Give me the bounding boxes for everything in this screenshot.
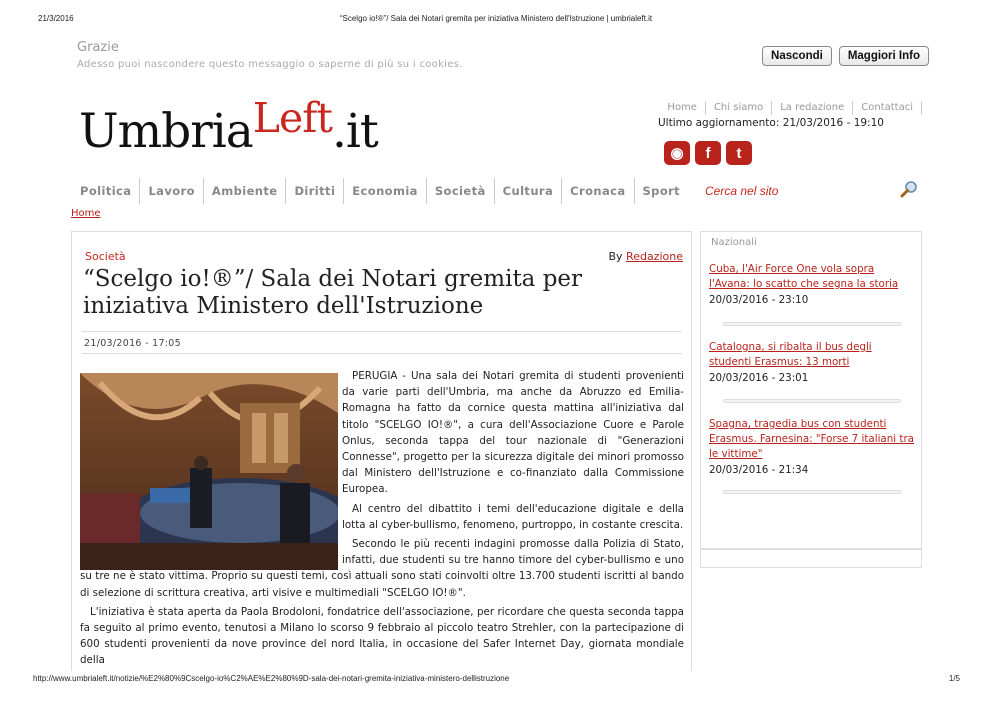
sidebar-title: Nazionali [711,237,757,248]
social-links [664,141,752,165]
article-byline [608,250,683,263]
news-time: 20/03/2016 - 23:01 [709,372,809,384]
twitter-icon[interactable]: t [726,141,752,165]
list-item [709,340,917,386]
logo-umbria: Umbria [79,104,253,159]
news-time: 20/03/2016 - 23:10 [709,294,809,306]
nav-sport[interactable]: Sport [642,184,681,198]
sidebar-box [700,549,922,568]
cookie-banner [77,40,937,70]
article-paragraph: L'iniziativa è stata aperta da Paola Brodoloni, fondatrice dell'associazione, per ricordare che questa seconda tappa fa seguito al primo evento, tenutosi a Milano lo scorso 9 febbraio al piccolo teatro Strehler, con la partecipazione di 600 studenti provenienti da nove province del nord Italia, in occasione del Safer Internet Day, giornata mondiale della [80,605,684,667]
article-category[interactable]: Società [85,250,126,263]
nav-cronaca[interactable]: Cronaca [562,178,634,204]
divider [82,353,682,354]
top-nav-home[interactable]: Home [659,101,706,115]
article-date: 21/03/2016 - 17:05 [84,338,181,349]
breadcrumb[interactable]: Home [71,208,101,219]
search-icon[interactable] [900,180,918,198]
cookie-more-info-button[interactable]: Maggiori Info [839,46,929,66]
nav-ambiente[interactable]: Ambiente [204,178,287,204]
article [71,231,692,671]
logo-tld: .it [331,104,378,159]
cookie-hide-button[interactable]: Nascondi [762,46,832,66]
list-item [709,417,917,478]
article-title: “Scelgo io!®”/ Sala dei Notari gremita per iniziativa Ministero dell'Istruzione [83,266,583,319]
search-input[interactable]: Cerca nel sito [705,184,779,198]
logo-left: Left [252,94,332,142]
nav-economia[interactable]: Economia [344,178,427,204]
by-label: By [608,250,623,263]
print-url: http://www.umbrialeft.it/notizie/%E2%80%9Cscelgo-io%C2%AE%E2%80%9D-sala-dei-notari-gremita-iniziativa-ministero-dellistruzione [33,674,510,683]
top-nav-redazione[interactable]: La redazione [772,101,853,115]
article-paragraph: PERUGIA - Una sala dei Notari gremita di studenti provenienti da varie parti dell'Umbria, ma anche da Abruzzo ed Emilia-Romagna ha fatto da cornice questa mattina all'iniziativa dal titolo "SCELGO IO!®", a cura dell'Associazione Cuore e Parole Onlus, seconda tappa del tour nazionale di "Generazioni Connesse", progetto per la sicurezza digitale dei minori promosso dal Ministero dell'Istruzione e co-finanziato dalla Commissione Europea. [342,370,684,496]
print-title: “Scelgo io!®”/ Sala dei Notari gremita per iniziativa Ministero dell'Istruzione | umbrialeft.it [339,14,653,23]
main-nav [72,178,688,204]
nav-politica[interactable]: Politica [72,178,140,204]
print-date: 21/3/2016 [38,14,74,23]
rss-icon[interactable]: ◉ [664,141,690,165]
list-item [709,262,917,308]
facebook-icon[interactable]: f [695,141,721,165]
last-update: Ultimo aggiornamento: 21/03/2016 - 19:10 [658,117,884,129]
cookie-message: Adesso puoi nascondere questo messaggio o saperne di più su i cookies. [77,59,463,70]
nav-diritti[interactable]: Diritti [286,178,344,204]
news-link[interactable]: Catalogna, si ribalta il bus degli studenti Erasmus: 13 morti [709,341,872,368]
sidebar-nazionali [700,231,922,549]
nav-lavoro[interactable]: Lavoro [140,178,203,204]
top-nav-contattaci[interactable]: Contattaci [853,101,922,115]
print-page-number: 1/5 [948,674,960,683]
separator [723,490,901,494]
separator [723,399,901,403]
top-nav [659,101,922,115]
article-photo [80,373,338,570]
news-link[interactable]: Cuba, l'Air Force One vola sopra l'Avana: lo scatto che segna la storia [709,263,899,290]
news-link[interactable]: Spagna, tragedia bus con studenti Erasmus. Farnesina: "Forse 7 italiani tra le vittime" [709,418,914,460]
nav-cultura[interactable]: Cultura [495,178,563,204]
separator [723,322,901,326]
article-paragraph: Al centro del dibattito i temi dell'educazione digitale e della lotta al cyber-bullismo, fenomeno, purtroppo, in costante crescita. [342,502,684,531]
news-time: 20/03/2016 - 21:34 [709,464,809,476]
top-nav-chi-siamo[interactable]: Chi siamo [706,101,772,115]
author-link[interactable]: Redazione [626,250,683,263]
cookie-title: Grazie [77,40,119,55]
site-logo[interactable] [79,94,378,159]
nav-societa[interactable]: Società [427,178,495,204]
article-paragraph: Secondo le più recenti indagini promosse dalla Polizia di Stato, infatti, due studenti su tre hanno timore del cyber-bullismo e uno su tre ne è stato vittima. Proprio su questi temi, così attuali sono stati coinvolti oltre 13.700 studenti iscritti al bando di selezione di scrittura creativa, arti visive e multimediali "SCELGO IO!®". [80,538,684,599]
divider [82,331,682,332]
